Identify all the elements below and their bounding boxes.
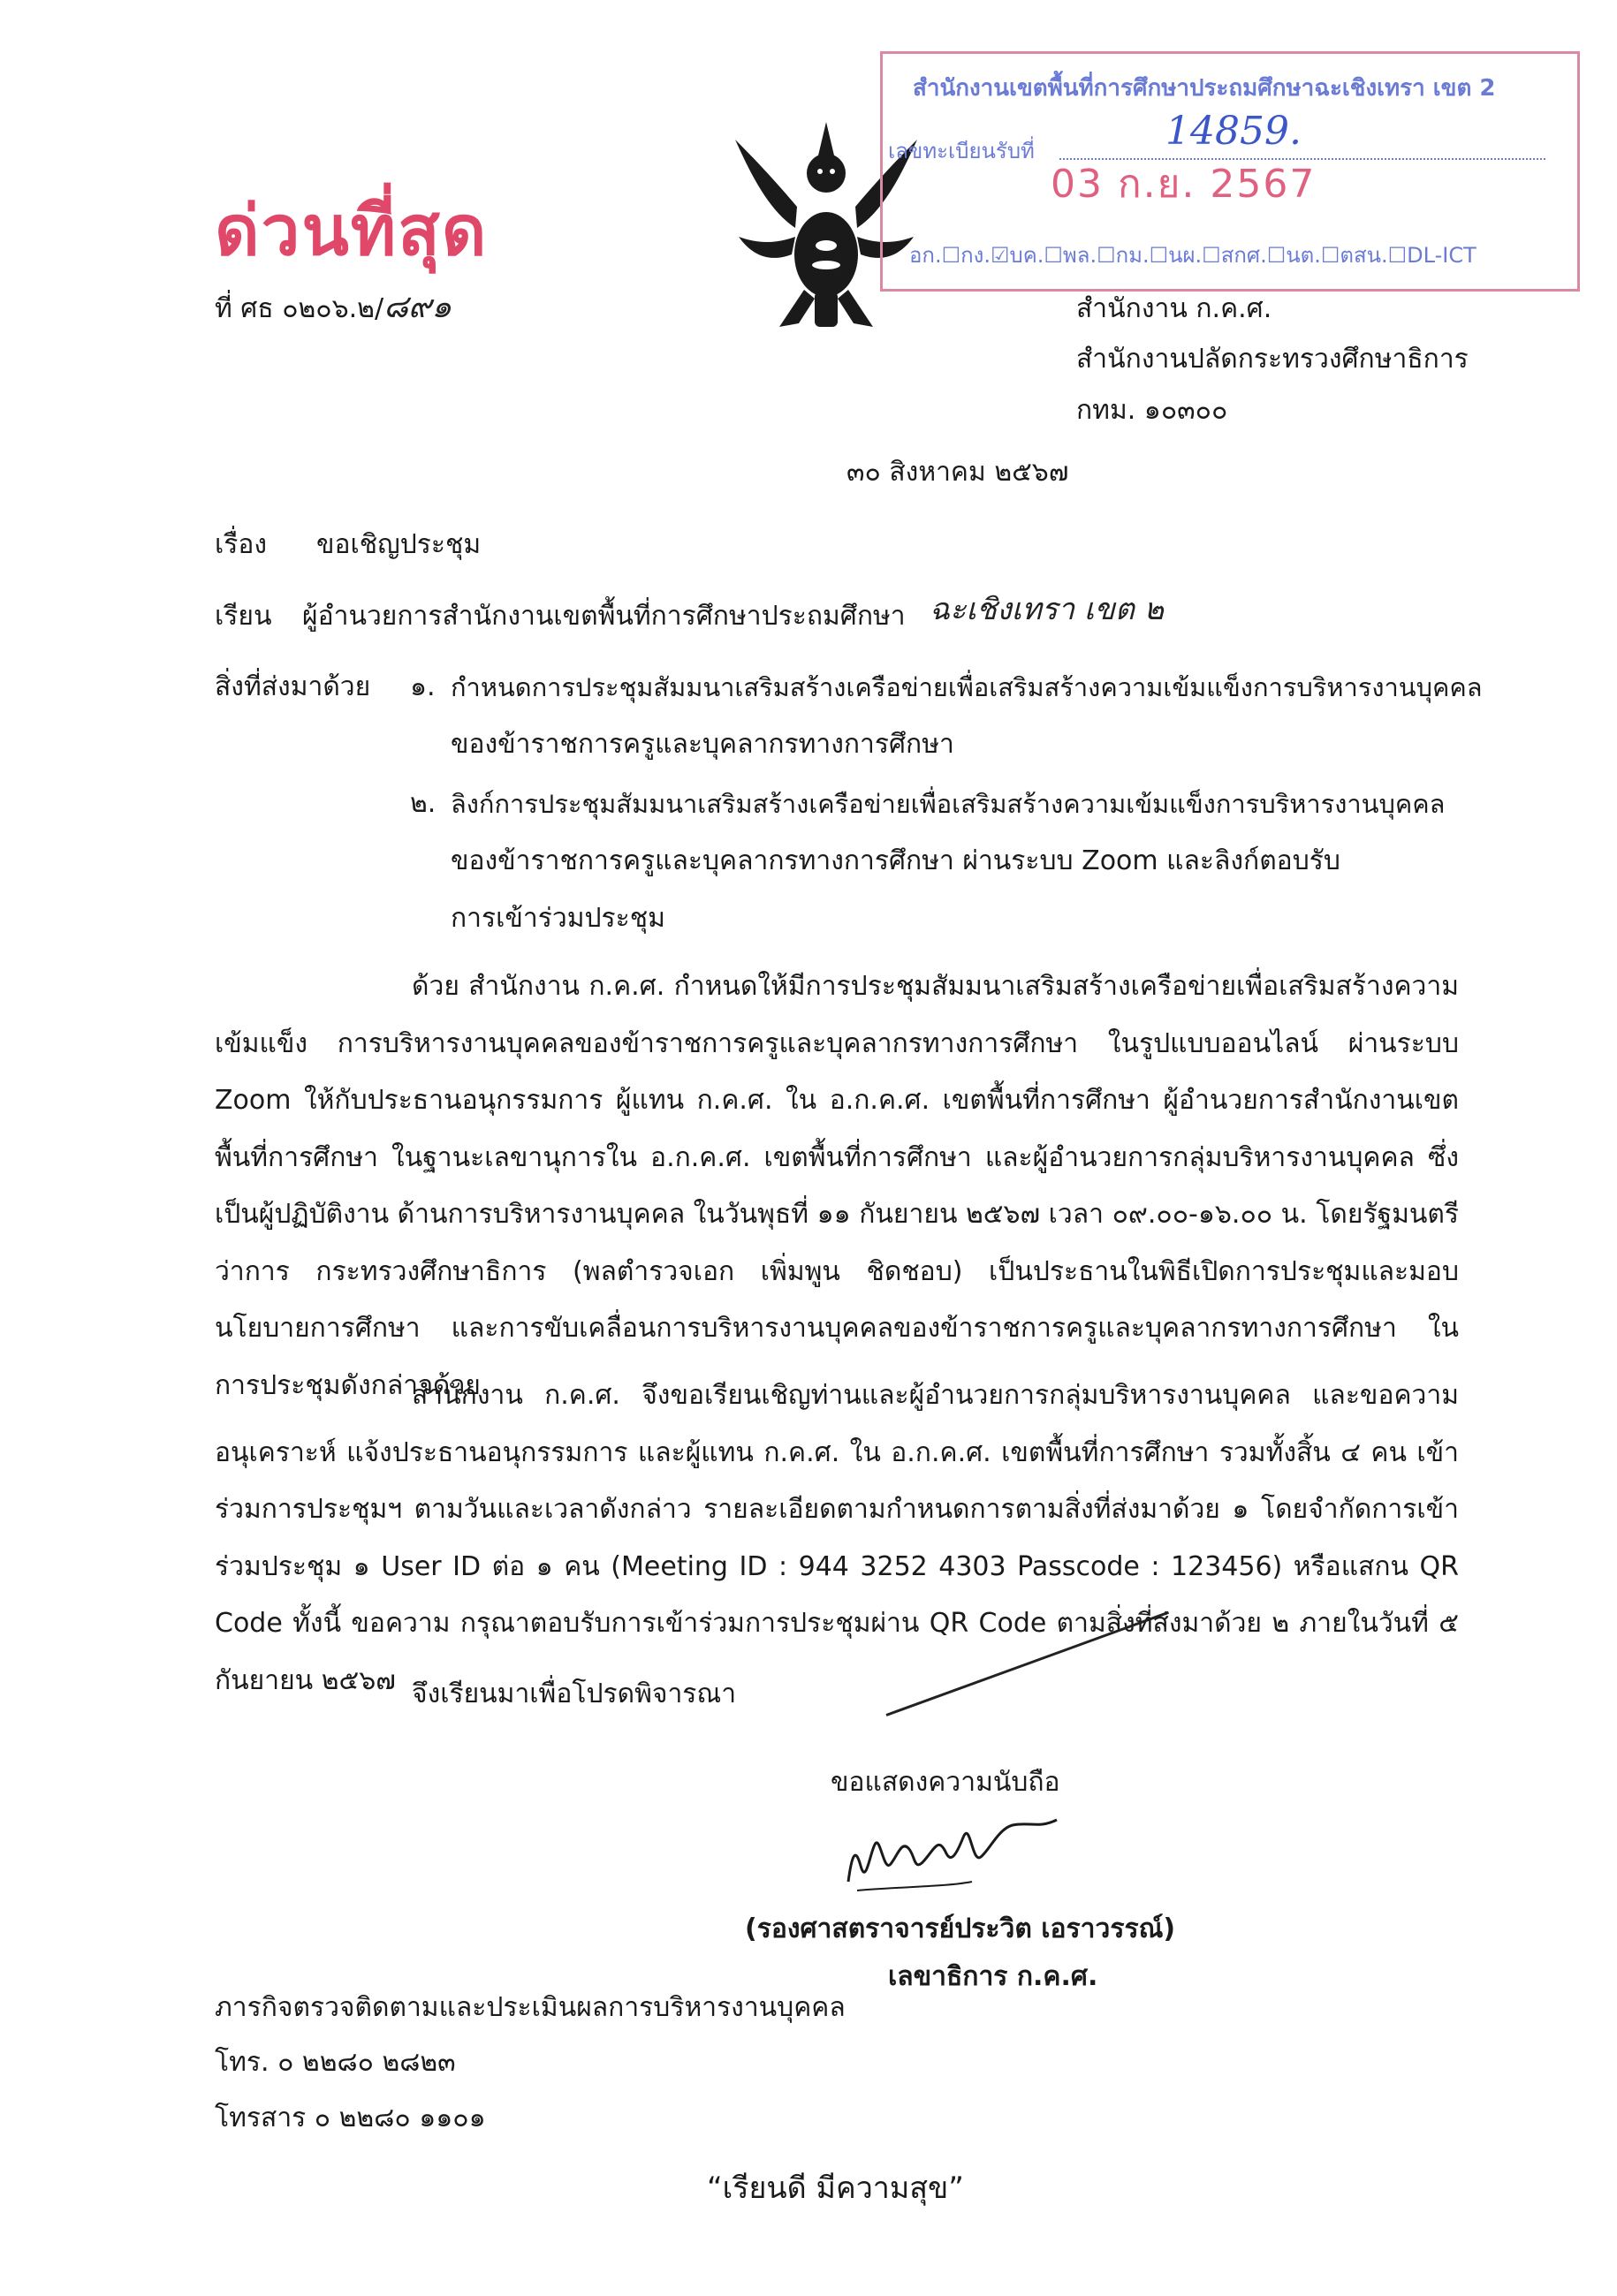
recipient-label: เรียน (215, 601, 272, 632)
enclosures-label: สิ่งที่ส่งมาด้วย (215, 671, 371, 702)
enclosure-1-line-1: กำหนดการประชุมสัมมนาเสริมสร้างเครือข่ายเพื่อเสริมสร้างความเข้มแข็งการบริหารงานบุคคล (451, 672, 1483, 702)
receipt-stamp (880, 51, 1580, 292)
sender-line-1: สำนักงาน ก.ค.ศ. (1076, 293, 1272, 324)
reference-handwritten: ๘๙๑ (383, 289, 452, 325)
reference-number (215, 290, 452, 327)
footer-slogan: “เรียนดี มีความสุข” (707, 2171, 964, 2206)
recipient-handwritten: ฉะเชิงเทรา เขต ๒ (930, 592, 1165, 627)
enclosure-2-line-3: การเข้าร่วมประชุม (451, 903, 665, 934)
stamp-agency: สำนักงานเขตพื้นที่การศึกษาประถมศึกษาฉะเชิงเทรา เขต 2 (913, 75, 1496, 102)
valediction: ขอแสดงความนับถือ (831, 1767, 1060, 1798)
stamp-number-label: เลขทะเบียนรับที่ (888, 139, 1035, 163)
sender-line-2: สำนักงานปลัดกระทรวงศึกษาธิการ (1076, 344, 1469, 375)
body-paragraph-1: ด้วย สำนักงาน ก.ค.ศ. กำหนดให้มีการประชุมสัมมนาเสริมสร้างเครือข่ายเพื่อเสริมสร้างความเข้มแข็ง การบริหารงานบุคคลของข้าราชการครูและบุคลากรทางการศึกษา ในรูปแบบออนไลน์ ผ่านระบบ Zoom ให้กับประธานอนุกรรมการ ผู้แทน ก.ค.ศ. ใน อ.ก.ค.ศ. เขตพื้นที่การศึกษา ผู้อำนวยการสำนักงานเขตพื้นที่การศึกษา ในฐานะเลขานุการใน อ.ก.ค.ศ. เขตพื้นที่การศึกษา และผู้อำนวยการกลุ่มบริหารงานบุคคล ซึ่งเป็นผู้ปฏิบัติงาน ด้านการบริหารงานบุคคล ในวันพุธที่ ๑๑ กันยายน ๒๕๖๗ เวลา ๐๙.๐๐-๑๖.๐๐ น. โดยรัฐมนตรีว่าการ กระทรวงศึกษาธิการ (พลตำรวจเอก เพิ่มพูน ชิดชอบ) เป็นประธานในพิธีเปิดการประชุมและมอบนโยบายการศึกษา และการขับเคลื่อนการบริหารงานบุคคลของข้าราชการครูและบุคลากรทางการศึกษา ในการประชุมดังกล่าวด้วย (215, 971, 1460, 1401)
enclosure-1-number: ๑. (410, 671, 436, 702)
stamp-number-handwritten: 14859. (1165, 109, 1302, 154)
letter-date: ๓๐ สิงหาคม ๒๕๖๗ (846, 457, 1069, 488)
body-paragraph-2: สำนักงาน ก.ค.ศ. จึงขอเรียนเชิญท่านและผู้อำนวยการกลุ่มบริหารงานบุคคล และขอความอนุเคราะห์ แจ้งประธานอนุกรรมการ และผู้แทน ก.ค.ศ. ใน อ.ก.ค.ศ. เขตพื้นที่การศึกษา รวมทั้งสิ้น ๔ คน เข้าร่วมการประชุมฯ ตามวันและเวลาดังกล่าว รายละเอียดตามกำหนดการตามสิ่งที่ส่งมาด้วย ๑ โดยจำกัดการเข้าร่วมประชุม ๑ User ID ต่อ ๑ คน (Meeting ID : 944 3252 4303 Passcode : 123456) หรือแสกน QR Code ทั้งนี้ ขอความ กรุณาตอบรับการเข้าร่วมการประชุมผ่าน QR Code ตามสิ่งที่ส่งมาด้วย ๒ ภายในวันที่ ๕ กันยายน ๒๕๖๗ (215, 1380, 1459, 1696)
closing-request: จึงเรียนมาเพื่อโปรดพิจารณา (412, 1678, 737, 1709)
sender-line-3: กทม. ๑๐๓๐๐ (1076, 395, 1228, 426)
enclosure-2-line-2: ของข้าราชการครูและบุคลากรทางการศึกษา ผ่านระบบ Zoom และลิงก์ตอบรับ (451, 845, 1340, 876)
reference-prefix: ที่ ศธ ๐๒๐๖.๒/ (215, 293, 384, 324)
signatory-position: เลขาธิการ ก.ค.ศ. (888, 1961, 1098, 1992)
handwritten-signature (839, 1802, 1069, 1899)
subject-label: เรื่อง (215, 529, 268, 560)
enclosure-2-line-1: ลิงก์การประชุมสัมมนาเสริมสร้างเครือข่ายเพื่อเสริมสร้างความเข้มแข็งการบริหารงานบุคคล (451, 789, 1446, 819)
stamp-received-date: 03 ก.ย. 2567 (1051, 162, 1317, 207)
footer-department: ภารกิจตรวจติดตามและประเมินผลการบริหารงานบุคคล (215, 1992, 846, 2023)
enclosure-1-line-2: ของข้าราชการครูและบุคลากรทางการศึกษา (451, 729, 954, 760)
signatory-name: (รองศาสตราจารย์ประวิต เอราวรรณ์) (745, 1913, 1176, 1944)
stamp-departments: อก.☐กง.☑บค.☐พล.☐กม.☐นผ.☐สกศ.☐นต.☐ตสน.☐DL-ICT (909, 243, 1477, 268)
enclosure-2-number: ๒. (410, 788, 437, 819)
recipient-text: ผู้อำนวยการสำนักงานเขตพื้นที่การศึกษาประถมศึกษา (302, 601, 906, 632)
footer-phone: โทร. ๐ ๒๒๘๐ ๒๘๒๓ (215, 2047, 456, 2078)
urgency-heading: ด่วนที่สุด (215, 192, 489, 271)
footer-fax: โทรสาร ๐ ๒๒๘๐ ๑๑๐๑ (215, 2103, 486, 2133)
subject-text: ขอเชิญประชุม (316, 529, 482, 560)
